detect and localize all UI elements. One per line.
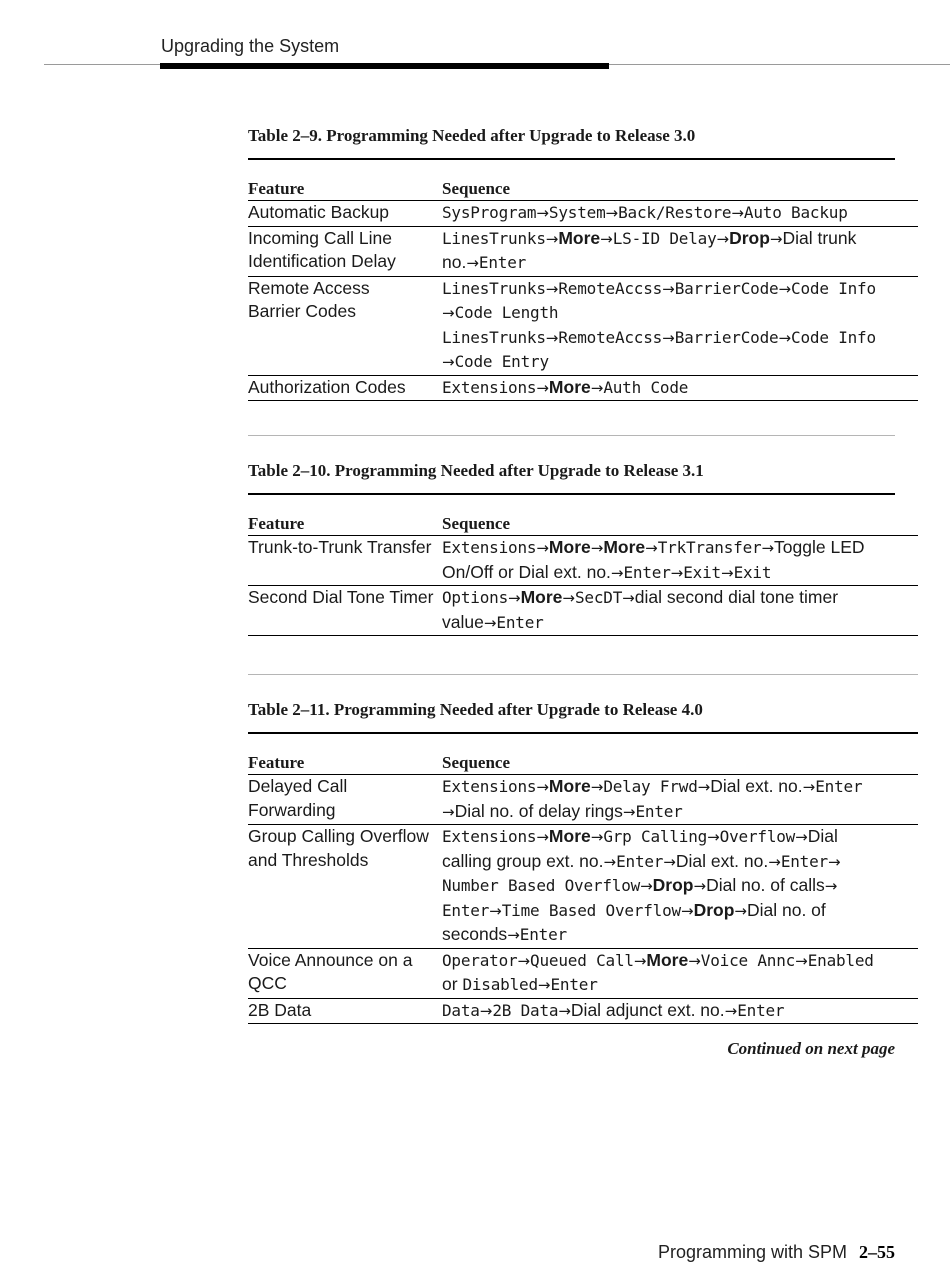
menu-key: Number Based Overflow: [442, 876, 641, 895]
arrow-icon: →: [508, 589, 521, 607]
arrow-icon: →: [590, 778, 604, 796]
sequence-cell: [442, 536, 918, 585]
feature-line: Automatic Backup: [248, 202, 390, 222]
feature-line: Voice Announce on a: [248, 949, 413, 970]
arrow-icon: →: [670, 563, 684, 582]
sequence-line: [442, 999, 918, 1024]
table-2-11: [248, 698, 918, 1024]
menu-key: Auto Backup: [743, 203, 848, 222]
button-key: More: [646, 949, 689, 970]
feature-cell: [248, 536, 442, 585]
table-title: Table 2–9. Programming Needed after Upgrade to Release 3.0: [248, 126, 696, 145]
arrow-icon: →: [536, 378, 549, 397]
menu-key: Extensions: [442, 377, 537, 397]
menu-key: Delay Frwd: [603, 777, 698, 796]
page-number: 2–55: [859, 1242, 895, 1262]
arrow-icon: →: [537, 976, 551, 994]
button-key: More: [548, 376, 591, 397]
arrow-icon: →: [600, 229, 613, 248]
table-2-9: [248, 124, 918, 401]
menu-key: Enter: [442, 900, 490, 920]
arrow-icon: →: [545, 328, 559, 347]
button-key: Drop: [652, 875, 694, 895]
button-key: Drop: [693, 899, 735, 920]
sequence-cell: [442, 949, 918, 998]
page-footer: [658, 1242, 895, 1263]
table-row: [248, 824, 918, 948]
menu-key: Enter: [519, 925, 567, 944]
menu-key: LinesTrunks: [442, 228, 546, 248]
table-row: [248, 585, 918, 635]
feature-line: Authorization Codes: [248, 376, 406, 397]
feature-line: Barrier Codes: [248, 301, 356, 321]
table-separator: [248, 674, 918, 675]
arrow-icon: →: [795, 951, 808, 970]
arrow-icon: →: [769, 229, 783, 248]
feature-line: Trunk-to-Trunk Transfer: [248, 537, 432, 557]
sequence-line: [442, 201, 918, 226]
arrow-icon: →: [778, 328, 792, 347]
table-header-row: [248, 178, 918, 200]
menu-key: Disabled: [462, 975, 538, 994]
continued-note: Continued on next page: [727, 1039, 895, 1058]
menu-key: Enabled: [807, 950, 874, 970]
button-key: More: [558, 227, 601, 248]
button-key: More: [520, 587, 563, 607]
table-header-row: [248, 513, 918, 535]
feature-line: Group Calling Overflow: [248, 826, 429, 846]
arrow-icon: →: [680, 901, 694, 920]
feature-line: 2B Data: [248, 999, 312, 1020]
table-2-10: [248, 459, 918, 636]
arrow-icon: →: [622, 589, 635, 607]
arrow-icon: →: [720, 563, 734, 582]
menu-key: LinesTrunks: [442, 278, 546, 298]
menu-key: Overflow: [719, 827, 796, 846]
button-key: More: [548, 776, 591, 796]
arrow-icon: →: [778, 279, 792, 298]
sequence-text: On/Off or Dial ext. no.: [442, 561, 611, 582]
feature-line: Incoming Call Line: [248, 227, 392, 248]
button-key: Drop: [729, 227, 770, 248]
feature-line: Identification Delay: [248, 251, 396, 271]
sequence-line: [442, 586, 918, 611]
menu-key: BarrierCode: [674, 278, 779, 298]
sequence-line: [442, 825, 918, 850]
sequence-cell: [442, 227, 918, 276]
sequence-text: Dial adjunct ext. no.: [570, 999, 725, 1020]
menu-key: LS-ID Delay: [612, 228, 717, 248]
table-spacer: [248, 734, 918, 752]
arrow-icon: →: [622, 802, 636, 821]
menu-key: Code Length: [454, 303, 559, 322]
sequence-cell: [442, 999, 918, 1024]
arrow-icon: →: [640, 877, 653, 895]
menu-key: Exit: [683, 562, 721, 582]
arrow-icon: →: [442, 353, 455, 371]
arrow-icon: →: [768, 852, 781, 871]
arrow-icon: →: [662, 279, 675, 298]
column-header-sequence: Sequence: [442, 753, 510, 772]
arrow-icon: →: [536, 539, 549, 557]
feature-cell: [248, 586, 442, 635]
table-bottom-rule: [248, 1023, 918, 1024]
arrow-icon: →: [731, 204, 744, 222]
table-row: [248, 200, 918, 226]
sequence-cell: [442, 201, 918, 226]
arrow-icon: →: [761, 539, 775, 557]
menu-key: RemoteAccss: [558, 327, 663, 347]
arrow-icon: →: [724, 1001, 738, 1020]
menu-key: Code Info: [791, 278, 876, 298]
feature-cell: [248, 825, 442, 948]
menu-key: SysProgram: [442, 203, 537, 222]
table-row: [248, 535, 918, 585]
arrow-icon: →: [795, 828, 808, 846]
menu-key: Grp Calling: [603, 827, 708, 846]
feature-cell: [248, 376, 442, 401]
sequence-line: [442, 376, 918, 401]
table-spacer: [248, 160, 918, 178]
sequence-line: [442, 899, 918, 924]
arrow-icon: →: [605, 204, 619, 222]
sequence-text: Dial ext. no.: [675, 850, 769, 871]
menu-key: BarrierCode: [674, 327, 779, 347]
menu-key: Exit: [733, 562, 772, 582]
arrow-icon: →: [466, 254, 479, 272]
button-key: More: [548, 537, 591, 557]
arrow-icon: →: [442, 802, 455, 821]
menu-key: System: [548, 203, 606, 222]
menu-key: Queued Call: [530, 950, 634, 970]
arrow-icon: →: [507, 926, 520, 944]
feature-cell: [248, 227, 442, 276]
column-header-feature: Feature: [248, 514, 305, 533]
sequence-line: [442, 611, 918, 636]
sequence-line: [442, 350, 918, 375]
sequence-line: [442, 949, 918, 974]
sequence-text: Dial ext. no.: [710, 776, 803, 796]
menu-key: Enter: [550, 975, 598, 994]
sequence-line: [442, 775, 918, 800]
menu-key: Operator: [442, 950, 518, 970]
sequence-cell: [442, 775, 918, 824]
menu-key: Extensions: [442, 827, 537, 846]
feature-cell: [248, 201, 442, 226]
feature-cell: [248, 949, 442, 998]
sequence-text: Dial no. of: [746, 899, 826, 920]
arrow-icon: →: [489, 901, 502, 920]
menu-key: Time Based Overflow: [501, 900, 681, 920]
sequence-line: [442, 800, 918, 825]
menu-key: Code Info: [791, 327, 876, 347]
arrow-icon: →: [483, 613, 497, 632]
arrow-icon: →: [662, 328, 675, 347]
menu-key: Auth Code: [603, 377, 689, 397]
feature-line: QCC: [248, 973, 287, 993]
arrow-icon: →: [545, 229, 559, 248]
table-row: [248, 375, 918, 401]
feature-line: Forwarding: [248, 799, 336, 820]
sequence-line: [442, 277, 918, 302]
sequence-text: Dial: [807, 826, 838, 846]
sequence-text: Dial trunk: [782, 227, 857, 248]
feature-cell: [248, 775, 442, 824]
button-key: More: [548, 826, 591, 846]
arrow-icon: →: [590, 828, 604, 846]
menu-key: Enter: [496, 612, 544, 632]
sequence-line: [442, 850, 918, 875]
arrow-icon: →: [827, 852, 841, 871]
arrow-icon: →: [590, 539, 604, 557]
table-row: [248, 948, 918, 998]
arrow-icon: →: [536, 204, 549, 222]
menu-key: Enter: [635, 801, 683, 821]
menu-key: Enter: [780, 851, 828, 871]
table-title: Table 2–10. Programming Needed after Upgrade to Release 3.1: [248, 461, 704, 480]
menu-key: LinesTrunks: [442, 327, 546, 347]
sequence-line: [442, 536, 918, 561]
sequence-line: [442, 561, 918, 586]
feature-cell: [248, 999, 442, 1024]
sequence-text: dial second dial tone timer: [634, 587, 839, 607]
table-spacer: [248, 495, 918, 513]
arrow-icon: →: [442, 304, 455, 322]
arrow-icon: →: [590, 378, 604, 397]
sequence-text: Toggle LED: [774, 537, 865, 557]
sequence-line: [442, 874, 918, 899]
header-bar: [160, 63, 609, 69]
menu-key: Enter: [815, 777, 863, 796]
sequence-line: [442, 973, 918, 998]
sequence-cell: [442, 376, 918, 401]
sequence-text: calling group ext. no.: [442, 850, 604, 871]
footer-section: Programming with SPM: [657, 1242, 847, 1262]
sequence-cell: [442, 277, 918, 375]
menu-key: Voice Annc: [700, 950, 796, 970]
arrow-icon: →: [479, 1001, 493, 1020]
sequence-text: or: [442, 974, 463, 994]
arrow-icon: →: [603, 852, 617, 871]
sequence-text: value: [442, 611, 484, 632]
column-header-sequence: Sequence: [442, 514, 510, 533]
table-row: [248, 998, 918, 1024]
arrow-icon: →: [545, 279, 559, 298]
arrow-icon: →: [645, 539, 658, 557]
arrow-icon: →: [633, 951, 647, 970]
menu-key: Enter: [737, 1000, 785, 1020]
menu-key: 2B Data: [492, 1000, 559, 1020]
arrow-icon: →: [610, 563, 624, 582]
sequence-line: [442, 227, 918, 252]
sequence-cell: [442, 825, 918, 948]
arrow-icon: →: [716, 229, 730, 248]
menu-key: Extensions: [442, 777, 537, 796]
arrow-icon: →: [562, 589, 575, 607]
sequence-text: no.: [442, 252, 467, 272]
menu-key: Options: [442, 588, 509, 607]
menu-key: Extensions: [442, 538, 537, 557]
arrow-icon: →: [707, 828, 720, 846]
table-bottom-rule: [248, 635, 918, 636]
arrow-icon: →: [517, 951, 531, 970]
sequence-text: Dial no. of delay rings: [454, 800, 623, 821]
menu-key: Enter: [623, 562, 671, 582]
table-separator: [248, 435, 895, 436]
sequence-line: [442, 923, 918, 948]
column-header-feature: Feature: [248, 753, 305, 772]
table-bottom-rule: [248, 400, 918, 401]
arrow-icon: →: [536, 828, 549, 846]
menu-key: SecDT: [575, 588, 623, 607]
arrow-icon: →: [663, 852, 676, 871]
arrow-icon: →: [536, 778, 549, 796]
sequence-text: Dial no. of calls: [706, 875, 825, 895]
feature-line: Second Dial Tone Timer: [248, 587, 434, 607]
column-header-sequence: Sequence: [442, 179, 510, 198]
menu-key: Code Entry: [454, 352, 549, 371]
menu-key: TrkTransfer: [657, 538, 762, 557]
table-row: [248, 226, 918, 276]
sequence-line: [442, 251, 918, 276]
table-header-row: [248, 752, 918, 774]
arrow-icon: →: [697, 778, 711, 796]
arrow-icon: →: [688, 951, 701, 970]
arrow-icon: →: [734, 901, 747, 920]
menu-key: Back/Restore: [618, 203, 732, 222]
table-row: [248, 276, 918, 375]
menu-key: Enter: [616, 851, 664, 871]
arrow-icon: →: [558, 1001, 571, 1020]
sequence-text: seconds: [442, 924, 508, 944]
feature-line: Remote Access: [248, 277, 370, 298]
column-header-feature: Feature: [248, 179, 305, 198]
feature-line: Delayed Call: [248, 776, 348, 796]
sequence-line: [442, 326, 918, 351]
table-row: [248, 774, 918, 824]
arrow-icon: →: [693, 877, 707, 895]
sequence-cell: [442, 586, 918, 635]
table-title: Table 2–11. Programming Needed after Upgrade to Release 4.0: [248, 700, 703, 719]
sequence-line: [442, 301, 918, 326]
menu-key: Enter: [478, 253, 527, 272]
button-key: More: [603, 537, 646, 557]
menu-key: Data: [442, 1000, 480, 1020]
menu-key: RemoteAccss: [558, 278, 663, 298]
arrow-icon: →: [824, 877, 838, 895]
arrow-icon: →: [802, 778, 816, 796]
feature-cell: [248, 277, 442, 375]
feature-line: and Thresholds: [248, 849, 369, 870]
running-header: Upgrading the System: [161, 36, 340, 56]
